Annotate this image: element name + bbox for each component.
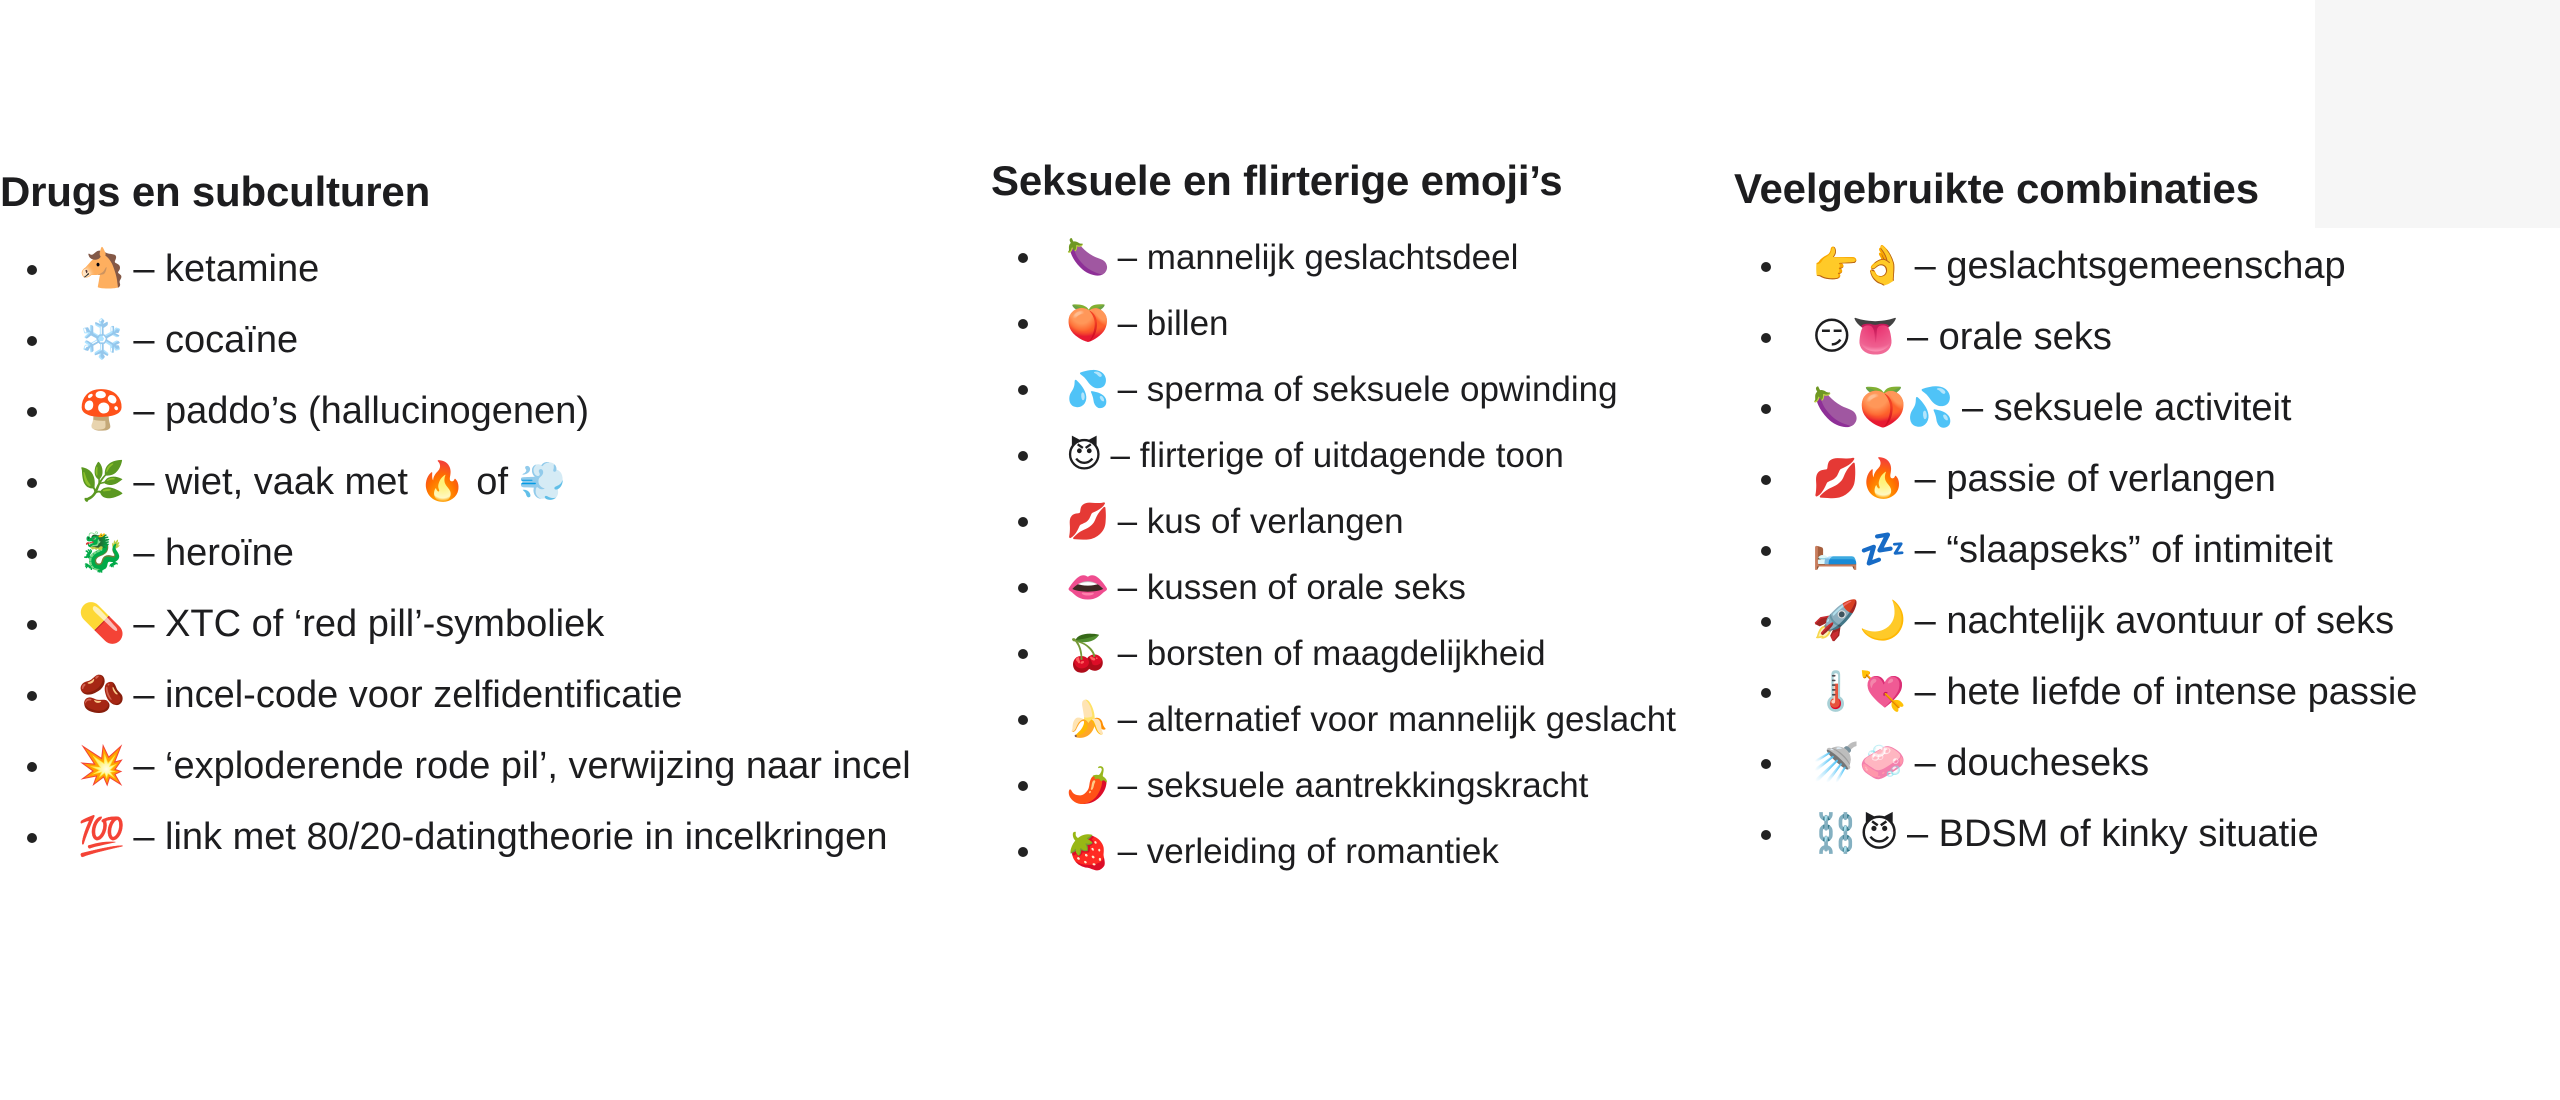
column-common-combinations [1734,165,2417,870]
item-text: – “slaapseks” of intimiteit [1914,529,2333,571]
list-item [0,802,911,873]
item-text: – paddo’s (hallucinogenen) [133,390,589,432]
item-text: – XTC of ‘red pill’-symboliek [133,603,605,645]
item-text: – doucheseks [1914,742,2150,784]
horse-emoji: 🐴 [78,248,126,290]
list-item [991,489,1676,555]
item-text: – link met 80/20-datingtheorie in incelkringen [133,816,888,858]
item-text: – kussen of orale seks [1117,568,1466,607]
list-item [0,376,911,447]
strawberry-emoji: 🍓 [1066,832,1110,871]
dragon-emoji: 🐉 [78,532,126,574]
pill-emoji: 💊 [78,603,126,645]
list-item [1734,799,2417,870]
item-text: – nachtelijk avontuur of seks [1914,600,2395,642]
item-text: – borsten of maagdelijkheid [1117,634,1546,673]
eggplant-emoji: 🍆 [1066,238,1110,277]
item-text: – BDSM of kinky situatie [1906,813,2319,855]
kiss-fire-emoji: 💋🔥 [1812,458,1907,500]
list-item [0,447,911,518]
list-item [0,518,911,589]
list-item [991,423,1676,489]
item-text: – geslachtsgemeenschap [1914,245,2346,287]
mouth-emoji: 👄 [1066,568,1110,607]
list-item [1734,586,2417,657]
section-heading: Drugs en subculturen [0,168,431,215]
item-text: – incel-code voor zelfidentificatie [133,674,683,716]
item-text: – kus of verlangen [1117,502,1404,541]
column-sexual-flirty [991,157,1676,885]
list-item [991,819,1676,885]
list-item [1734,515,2417,586]
item-text: – verleiding of romantiek [1117,832,1499,871]
list-item [1734,657,2417,728]
smiling-devil-emoji: 😈 [1066,436,1103,475]
pointing-ok-emoji: 👉👌 [1812,245,1907,287]
list-item [0,234,911,305]
banana-emoji: 🍌 [1066,700,1110,739]
chains-devil-emoji: ⛓️😈 [1812,813,1899,855]
emoji-list [991,225,1676,885]
section-heading: Seksuele en flirterige emoji’s [991,157,1563,204]
emoji-list [1734,231,2417,870]
list-item [991,555,1676,621]
list-item [991,225,1676,291]
peach-emoji: 🍑 [1066,304,1110,343]
item-text: – sperma of seksuele opwinding [1117,370,1618,409]
list-item [1734,373,2417,444]
shower-soap-emoji: 🚿🧼 [1812,742,1907,784]
list-item [0,660,911,731]
smirk-tongue-emoji: 😏👅 [1812,316,1899,358]
item-text: – alternatief voor mannelijk geslacht [1117,700,1676,739]
item-text: – heroïne [133,532,294,574]
item-text: – cocaïne [133,319,299,361]
collision-emoji: 💥 [78,745,126,787]
beans-emoji: 🫘 [78,674,126,716]
list-item [1734,728,2417,799]
section-heading: Veelgebruikte combinaties [1734,165,2259,212]
mushroom-emoji: 🍄 [78,390,126,432]
column-drugs-subcultures [0,168,911,873]
item-text: – wiet, vaak met 🔥 of 💨 [133,461,566,503]
kiss-mark-emoji: 💋 [1066,502,1110,541]
hot-pepper-emoji: 🌶️ [1066,766,1110,805]
list-item [0,305,911,376]
item-text: – passie of verlangen [1914,458,2276,500]
item-text: – ketamine [133,248,320,290]
item-text: – orale seks [1906,316,2112,358]
herb-emoji: 🌿 [78,461,126,503]
list-item [0,589,911,660]
list-item [1734,444,2417,515]
item-text: – ‘exploderende rode pil’, verwijzing naar incel [133,745,911,787]
list-item [0,731,911,802]
list-item [991,291,1676,357]
list-item [1734,302,2417,373]
item-text: – mannelijk geslachtsdeel [1117,238,1519,277]
sweat-droplets-emoji: 💦 [1066,370,1110,409]
item-text: – seksuele activiteit [1961,387,2292,429]
bed-zzz-emoji: 🛏️💤 [1812,529,1907,571]
emoji-list [0,234,911,873]
rocket-moon-emoji: 🚀🌙 [1812,600,1907,642]
list-item [991,357,1676,423]
cherries-emoji: 🍒 [1066,634,1110,673]
list-item [991,687,1676,753]
list-item [991,753,1676,819]
item-text: – hete liefde of intense passie [1914,671,2418,713]
snowflake-emoji: ❄️ [78,319,126,361]
thermometer-heart-emoji: 🌡️💘 [1812,671,1907,713]
item-text: – flirterige of uitdagende toon [1110,436,1564,475]
eggplant-peach-droplets-emoji: 🍆🍑💦 [1812,387,1954,429]
list-item [991,621,1676,687]
list-item [1734,231,2417,302]
item-text: – billen [1117,304,1229,343]
hundred-points-emoji: 💯 [78,816,126,858]
item-text: – seksuele aantrekkingskracht [1117,766,1589,805]
